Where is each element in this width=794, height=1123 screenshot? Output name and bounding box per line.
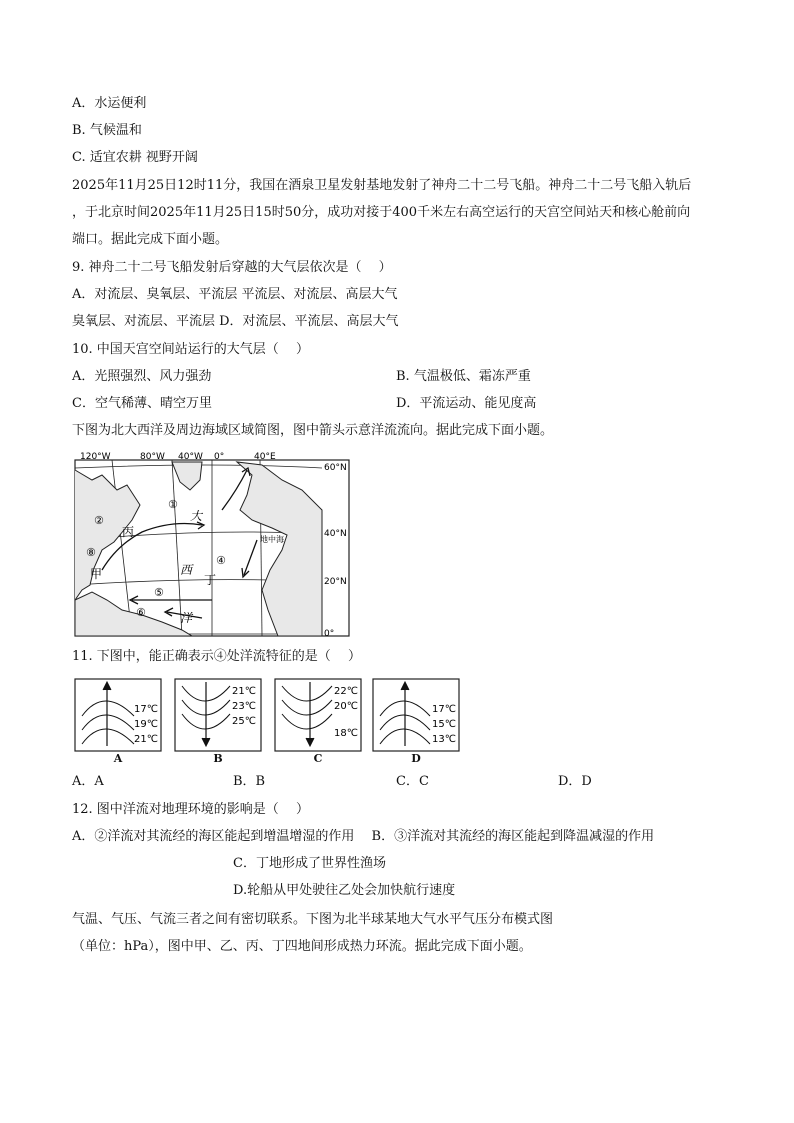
question-12-options-ab: A．②洋流对其流经的海区能起到增温增湿的作用 B．③洋流对其流经的海区能起到降温减湿的作用 <box>72 829 655 844</box>
passage-line-3: 端口。据此完成下面小题。 <box>72 232 229 247</box>
option-diagram-d <box>372 678 460 752</box>
question-12: 12. 图中洋流对地理环境的影响是（ ） <box>72 802 309 817</box>
current-label: ① <box>168 498 178 511</box>
ocean-label: 大 <box>190 509 203 523</box>
ocean-label: 洋 <box>180 611 193 625</box>
option-diagram-c <box>274 678 362 752</box>
isotherm-label: 25℃ <box>232 716 256 727</box>
option-c-text: C. 适宜农耕 视野开阔 <box>72 150 198 165</box>
question-11-option-b: B．B <box>233 774 266 789</box>
question-12-option-c: C．丁地形成了世界性渔场 <box>233 856 386 871</box>
isotherm-label: 22℃ <box>334 686 358 697</box>
question-10-option-b: B. 气温极低、霜冻严重 <box>396 369 531 384</box>
isotherm-label: 17℃ <box>134 704 158 715</box>
question-11-option-a: A．A <box>72 774 104 789</box>
option-diagram-label: C <box>313 752 323 765</box>
question-10-option-a: A．光照强烈、风力强劲 <box>72 369 212 384</box>
question-12-option-d: D.轮船从甲处驶往乙处会加快航行速度 <box>233 883 456 898</box>
north-atlantic-map <box>72 450 354 640</box>
passage-pressure-line-2: （单位：hPa），图中甲、乙、丙、丁四地间形成热力环流。据此完成下面小题。 <box>72 939 532 954</box>
current-label: ④ <box>216 554 226 567</box>
place-label-ding: 丁 <box>204 573 217 587</box>
current-label: ② <box>94 514 104 527</box>
isotherm-label: 19℃ <box>134 719 158 730</box>
lon-label: 0° <box>214 452 225 462</box>
sea-label: 地中海 <box>260 535 284 544</box>
place-label-bing: 丙 <box>122 525 135 539</box>
isotherm-label: 20℃ <box>334 701 358 712</box>
place-label-jia: 甲 <box>90 567 103 581</box>
isotherm-label: 17℃ <box>432 704 456 715</box>
map-intro: 下图为北大西洋及周边海域区域简图，图中箭头示意洋流流向。据此完成下面小题。 <box>72 423 554 438</box>
option-diagram-b <box>174 678 262 752</box>
option-b-text: B. 气候温和 <box>72 123 142 138</box>
isotherm-label: 21℃ <box>232 686 256 697</box>
passage-pressure-line-1: 气温、气压、气流三者之间有密切联系。下图为北半球某地大气水平气压分布模式图 <box>72 912 554 927</box>
lat-label: 0° <box>324 629 335 639</box>
current-label: ⑧ <box>86 546 96 559</box>
isotherm-label: 18℃ <box>334 728 358 739</box>
lon-label: 40°W <box>178 452 203 462</box>
lat-label: 40°N <box>324 529 347 539</box>
question-11-option-d: D．D <box>558 774 592 789</box>
option-diagram-label: D <box>411 752 421 765</box>
question-9-options-line-2: 臭氧层、对流层、平流层 D．对流层、平流层、高层大气 <box>72 314 399 329</box>
lat-label: 20°N <box>324 577 347 587</box>
question-11-option-c: C．C <box>396 774 429 789</box>
lat-label: 60°N <box>324 463 347 473</box>
question-10: 10. 中国天宫空间站运行的大气层（ ） <box>72 342 309 357</box>
ocean-label: 西 <box>180 563 193 577</box>
isotherm-label: 13℃ <box>432 734 456 745</box>
question-10-option-c: C．空气稀薄、晴空万里 <box>72 396 212 411</box>
question-10-option-d: D．平流运动、能见度高 <box>396 396 537 411</box>
passage-line-2: ，于北京时间2025年11月25日15时50分，成功对接于400千米左右高空运行的天宫空间站天和核心舱前向 <box>72 205 691 220</box>
lon-label: 40°E <box>254 452 276 462</box>
current-label: ⑥ <box>136 606 146 619</box>
lon-label: 120°W <box>80 452 111 462</box>
passage-line-1: 2025年11月25日12时11分，我国在酒泉卫星发射基地发射了神舟二十二号飞船。神舟二十二号飞船入轨后 <box>72 178 692 193</box>
current-label: ⑤ <box>154 586 164 599</box>
option-diagram-a <box>74 678 162 752</box>
isotherm-label: 15℃ <box>432 719 456 730</box>
question-9-options-line-1: A．对流层、臭氧层、平流层 平流层、对流层、高层大气 <box>72 287 398 302</box>
option-diagram-label: A <box>113 752 123 765</box>
isotherm-label: 21℃ <box>134 734 158 745</box>
lon-label: 80°W <box>140 452 165 462</box>
option-diagram-label: B <box>213 752 223 765</box>
question-9: 9. 神舟二十二号飞船发射后穿越的大气层依次是（ ） <box>72 260 392 275</box>
isotherm-label: 23℃ <box>232 701 256 712</box>
option-a-text: A．水运便利 <box>72 96 147 111</box>
question-11: 11. 下图中，能正确表示④处洋流特征的是（ ） <box>72 649 361 664</box>
